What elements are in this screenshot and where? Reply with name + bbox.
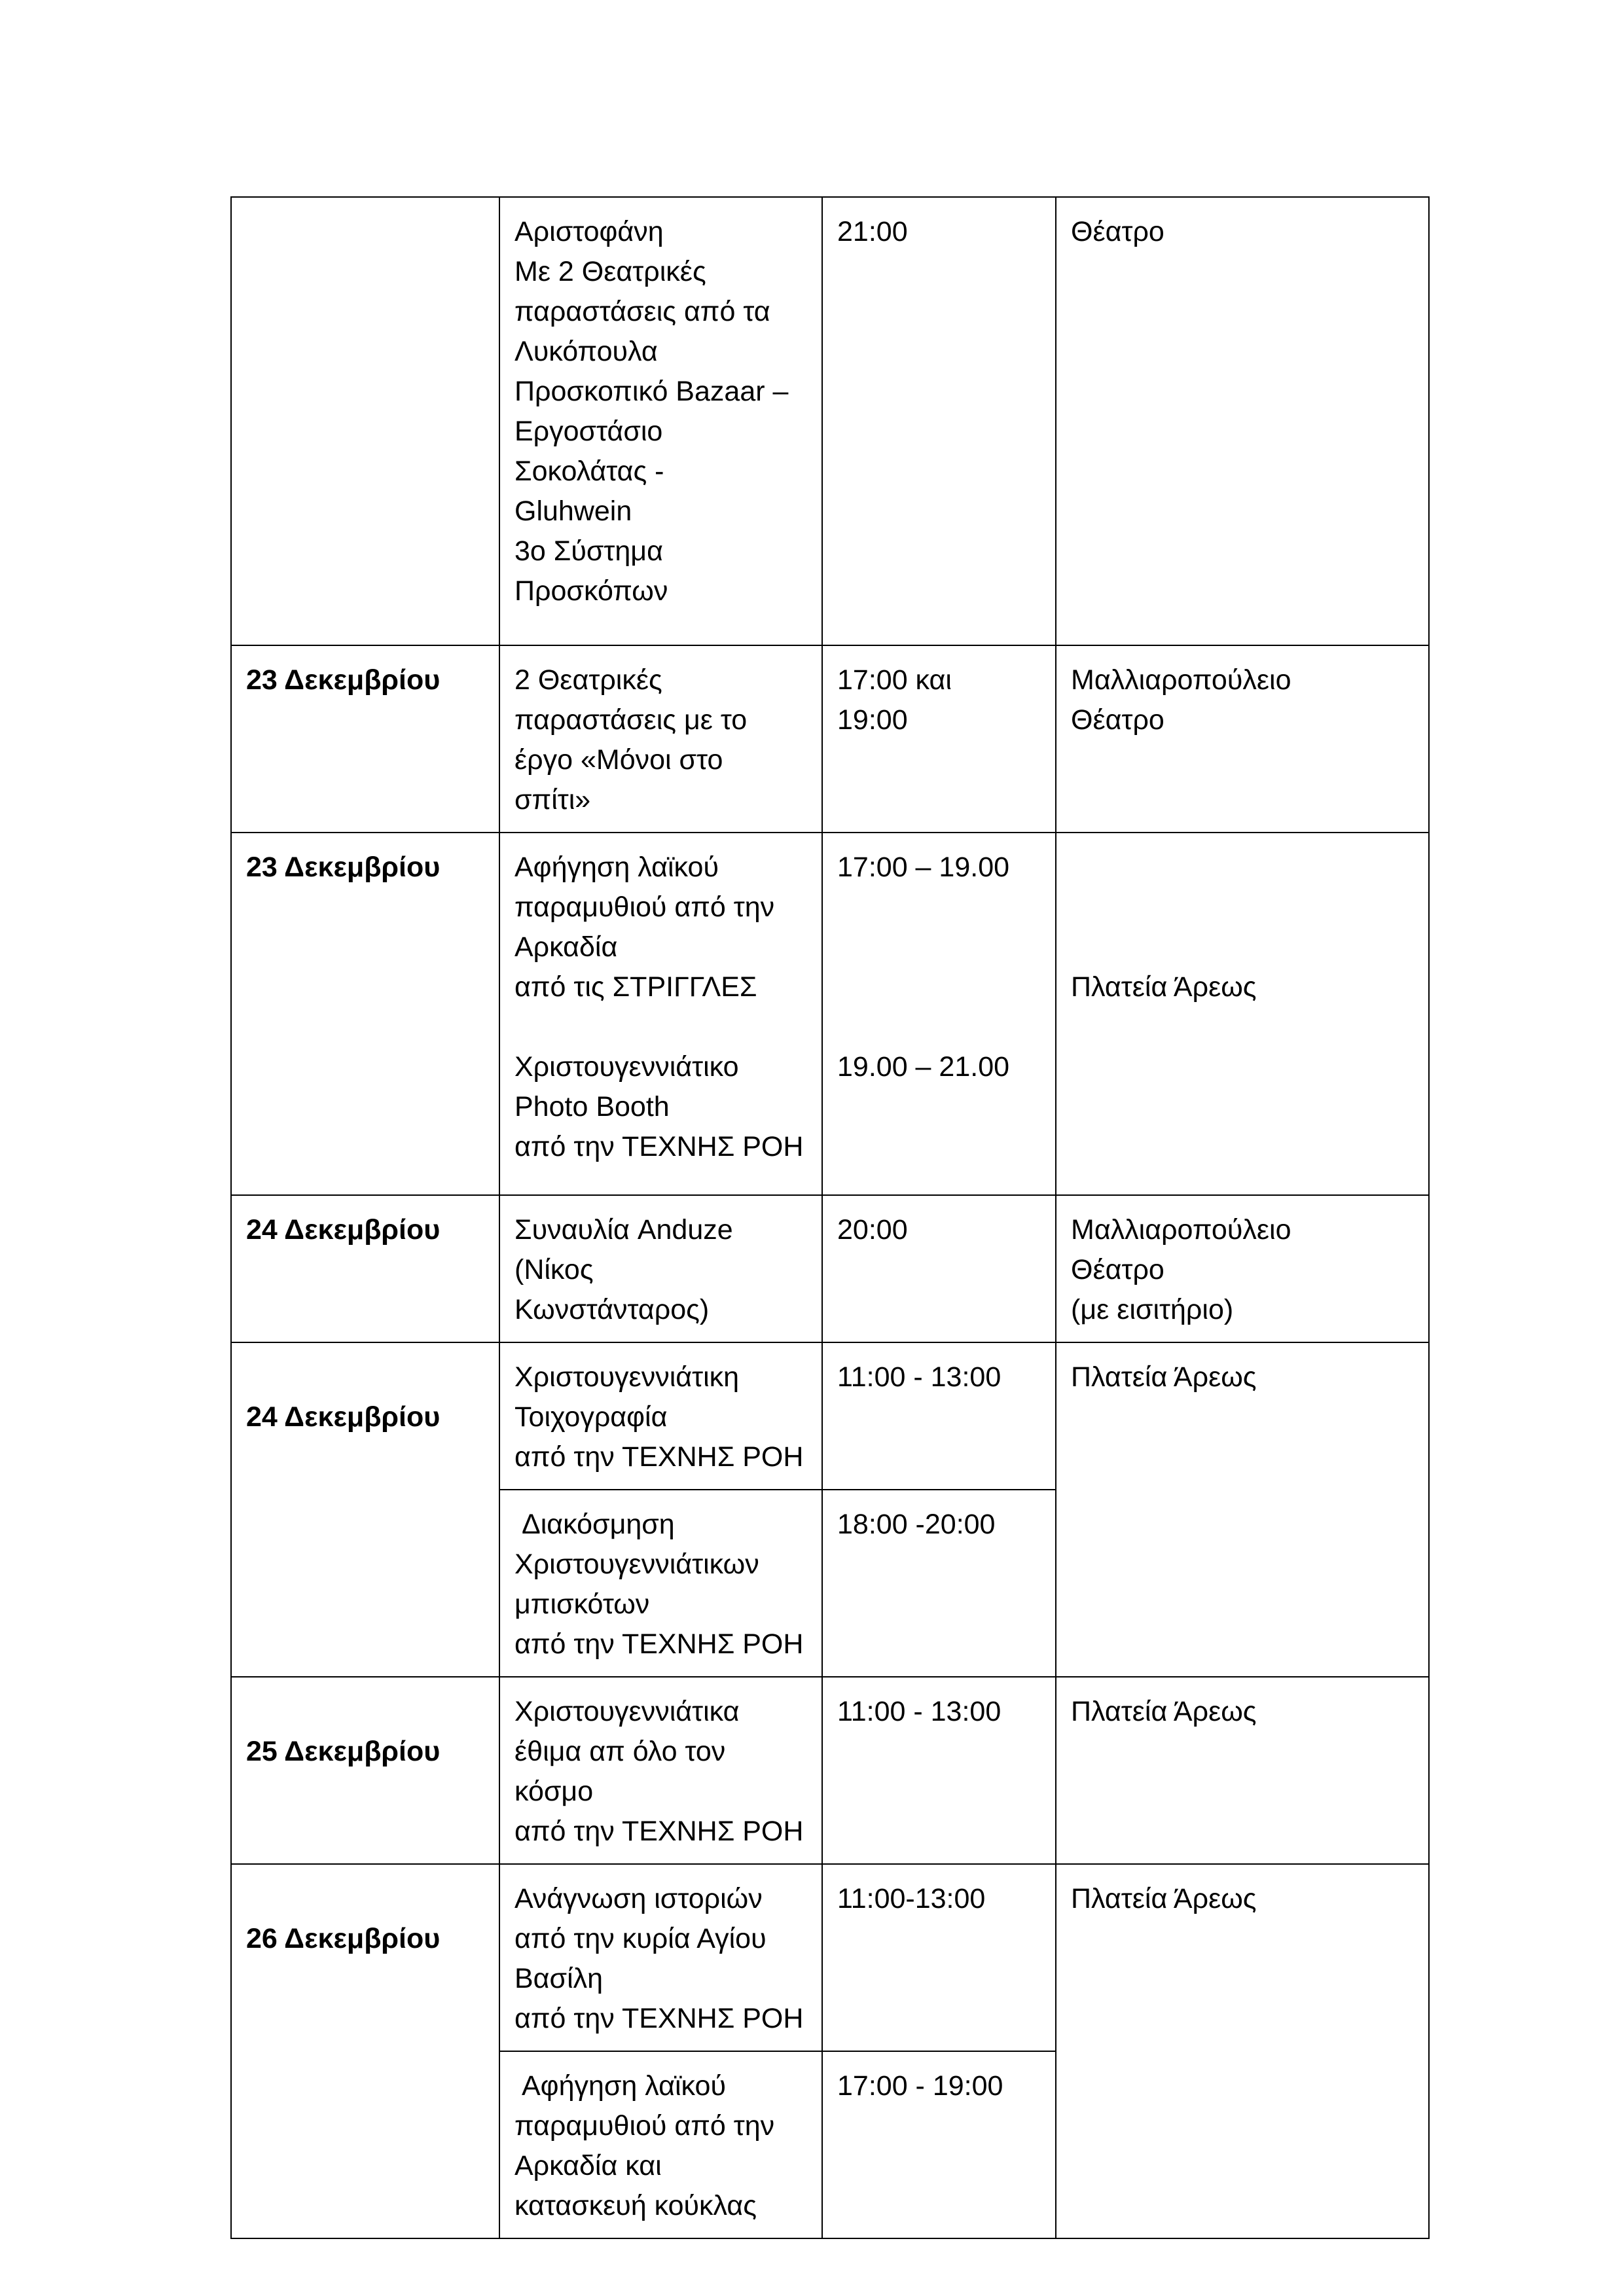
table-row [231,1677,1429,1864]
date-cell: 26 Δεκεμβρίου [231,1864,499,2238]
date-cell: 25 Δεκεμβρίου [231,1677,499,1864]
place-cell: Μαλλιαροπούλειο Θέατρο (με εισιτήριο) [1056,1195,1429,1342]
table-row [231,645,1429,833]
time-cell: 20:00 [822,1195,1056,1342]
event-cell: Συναυλία Anduze (Νίκος Κωνστάνταρος) [499,1195,822,1342]
date-cell: 23 Δεκεμβρίου [231,833,499,1195]
place-cell: Μαλλιαροπούλειο Θέατρο [1056,645,1429,833]
place-cell: Πλατεία Άρεως [1056,1342,1429,1677]
event-cell: Αριστοφάνη Με 2 Θεατρικές παραστάσεις από τα Λυκόπουλα Προσκοπικό Bazaar – Εργοστάσιο Σοκολάτας - Gluhwein 3ο Σύστημα Προσκόπων [499,197,822,645]
event-cell: Χριστουγεννιάτικη Τοιχογραφία από την ΤΕΧΝΗΣ ΡΟΗ [499,1342,822,1490]
place-cell: Πλατεία Άρεως [1056,1677,1429,1864]
time-cell: 21:00 [822,197,1056,645]
date-cell: 24 Δεκεμβρίου [231,1195,499,1342]
event-cell: Ανάγνωση ιστοριών από την κυρία Αγίου Βασίλη από την ΤΕΧΝΗΣ ΡΟΗ [499,1864,822,2051]
table-row [231,1342,1429,1490]
event-cell: Διακόσμηση Χριστουγεννιάτικων μπισκότων από την ΤΕΧΝΗΣ ΡΟΗ [499,1490,822,1677]
place-cell: Πλατεία Άρεως [1056,833,1429,1195]
event-cell: Αφήγηση λαϊκού παραμυθιού από την Αρκαδία και κατασκευή κούκλας [499,2051,822,2238]
date-cell: 23 Δεκεμβρίου [231,645,499,833]
time-cell: 18:00 -20:00 [822,1490,1056,1677]
table-row [231,1864,1429,2051]
table-row [231,1195,1429,1342]
place-cell: Θέατρο [1056,197,1429,645]
time-cell: 11:00 - 13:00 [822,1677,1056,1864]
event-cell: 2 Θεατρικές παραστάσεις με το έργο «Μόνοι στο σπίτι» [499,645,822,833]
event-cell: Αφήγηση λαϊκού παραμυθιού από την Αρκαδία από τις ΣΤΡΙΓΓΛΕΣ Χριστουγεννιάτικο Photo Booth από την ΤΕΧΝΗΣ ΡΟΗ [499,833,822,1195]
time-cell: 17:00 και 19:00 [822,645,1056,833]
time-cell: 17:00 – 19.00 19.00 – 21.00 [822,833,1056,1195]
event-cell: Χριστουγεννιάτικα έθιμα απ όλο τον κόσμο από την ΤΕΧΝΗΣ ΡΟΗ [499,1677,822,1864]
schedule-table [230,196,1430,2239]
date-cell: 24 Δεκεμβρίου [231,1342,499,1677]
place-cell: Πλατεία Άρεως [1056,1864,1429,2238]
time-cell: 11:00-13:00 [822,1864,1056,2051]
time-cell: 11:00 - 13:00 [822,1342,1056,1490]
table-row [231,833,1429,1195]
time-cell: 17:00 - 19:00 [822,2051,1056,2238]
table-row [231,197,1429,645]
date-cell [231,197,499,645]
